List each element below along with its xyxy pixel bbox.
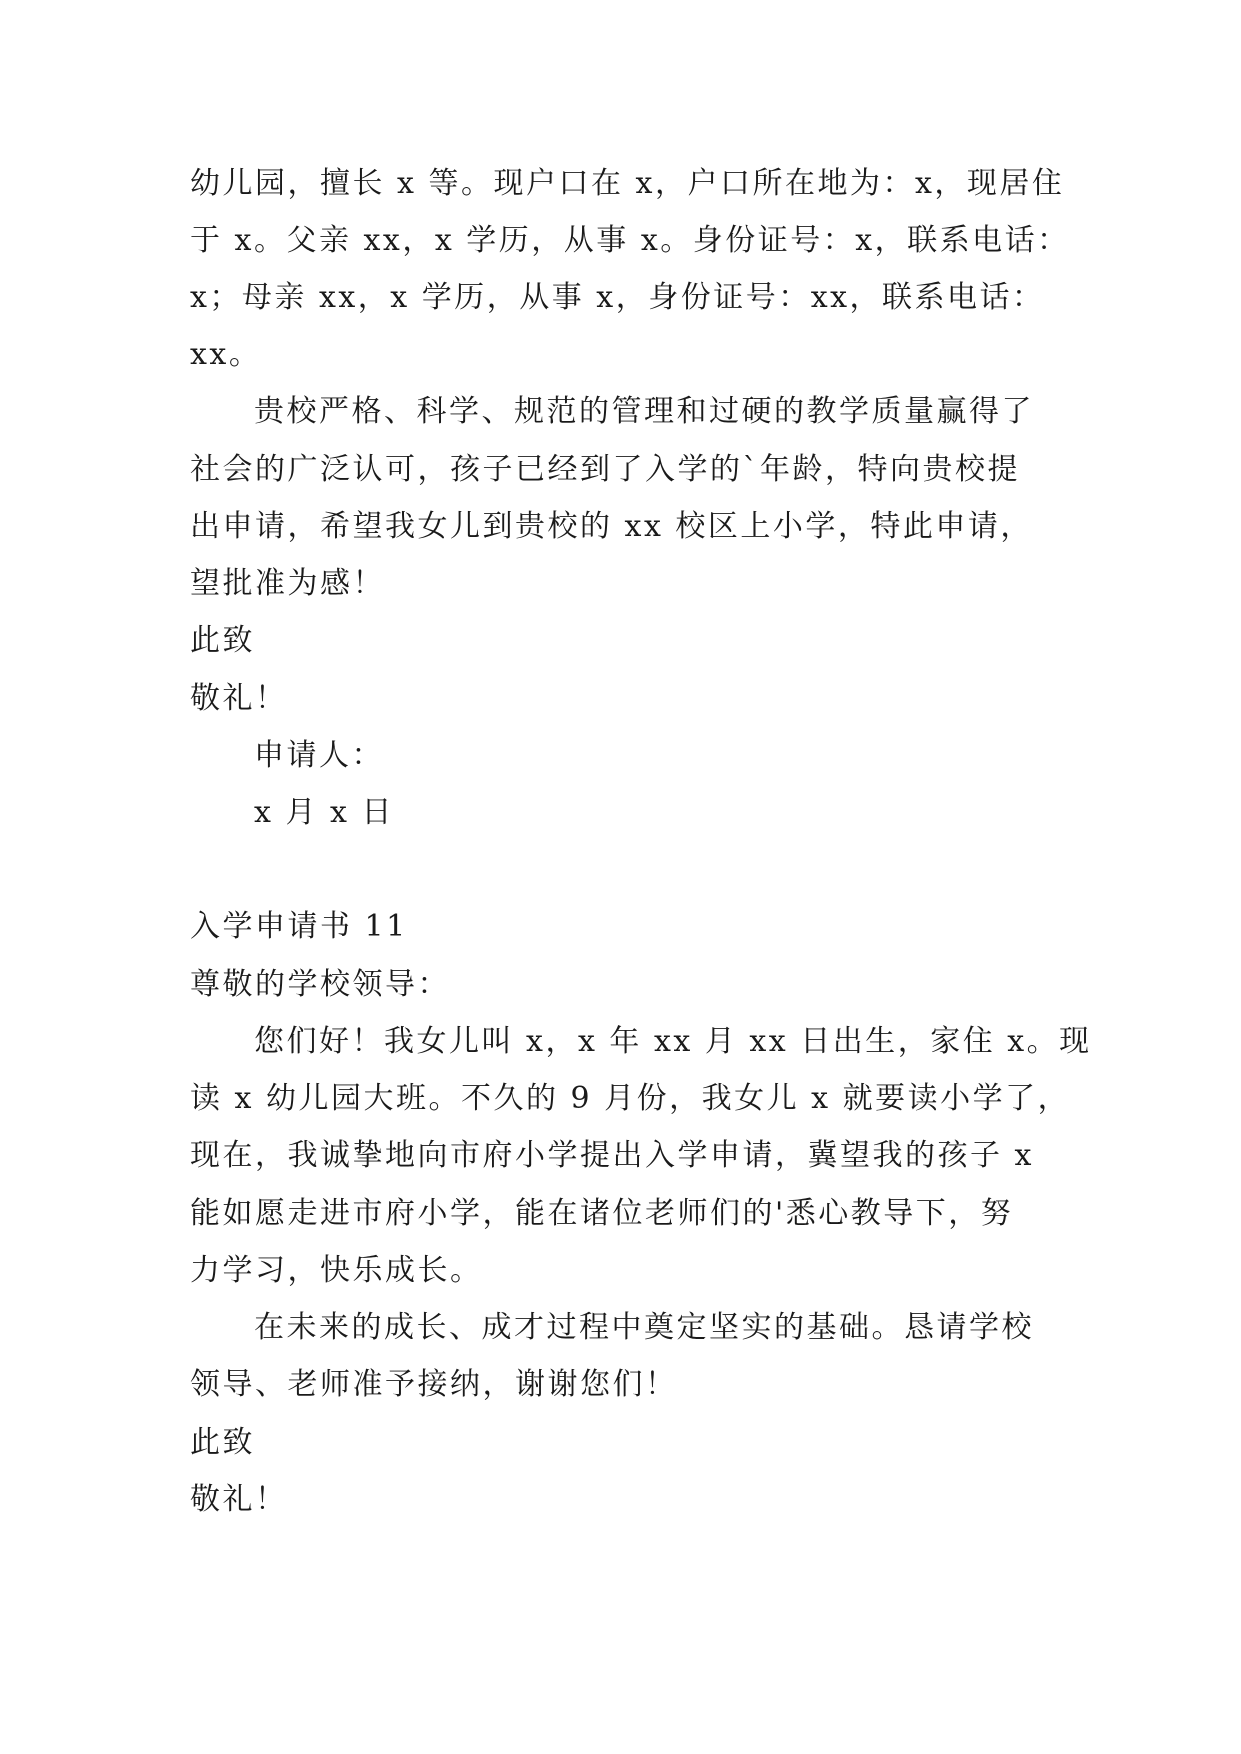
paragraph-line: 望批准为感！ [190, 566, 385, 601]
paragraph-line: 读 x 幼儿园大班。不久的 9 月份，我女儿 x 就要读小学了， [190, 1081, 1071, 1116]
paragraph-line: 在未来的成长、成才过程中奠定坚实的基础。恳请学校 [254, 1310, 1034, 1345]
applicant-label: 申请人： [254, 738, 384, 773]
paragraph-line: 社会的广泛认可，孩子已经到了入学的`年龄，特向贵校提 [190, 452, 1020, 487]
paragraph-line: xx。 [190, 337, 262, 372]
paragraph-line: 出申请，希望我女儿到贵校的 xx 校区上小学，特此申请， [190, 509, 1033, 544]
paragraph-line: 于 x。父亲 xx，x 学历，从事 x。身份证号：x，联系电话： [190, 223, 1070, 258]
section-title: 入学申请书 11 [190, 909, 408, 944]
date-line: x 月 x 日 [254, 795, 394, 830]
paragraph-line: 您们好！我女儿叫 x，x 年 xx 月 xx 日出生，家住 x。现 [254, 1024, 1092, 1059]
salutation: 尊敬的学校领导： [190, 967, 450, 1002]
paragraph-line: 现在，我诚挚地向市府小学提出入学申请，冀望我的孩子 x [190, 1138, 1034, 1173]
paragraph-line: 贵校严格、科学、规范的管理和过硬的教学质量赢得了 [254, 394, 1034, 429]
closing-line: 此致 [190, 1425, 255, 1460]
paragraph-line: x；母亲 xx，x 学历，从事 x，身份证号：xx，联系电话： [190, 280, 1045, 315]
closing-line: 敬礼！ [190, 1482, 288, 1517]
paragraph-line: 能如愿走进市府小学，能在诸位老师们的'悉心教导下，努 [190, 1196, 1014, 1231]
paragraph-line: 力学习，快乐成长。 [190, 1253, 483, 1288]
closing-line: 此致 [190, 623, 255, 658]
paragraph-line: 领导、老师准予接纳，谢谢您们！ [190, 1367, 678, 1402]
closing-line: 敬礼！ [190, 681, 288, 716]
paragraph-line: 幼儿园，擅长 x 等。现户口在 x，户口所在地为：x，现居住 [190, 166, 1065, 201]
